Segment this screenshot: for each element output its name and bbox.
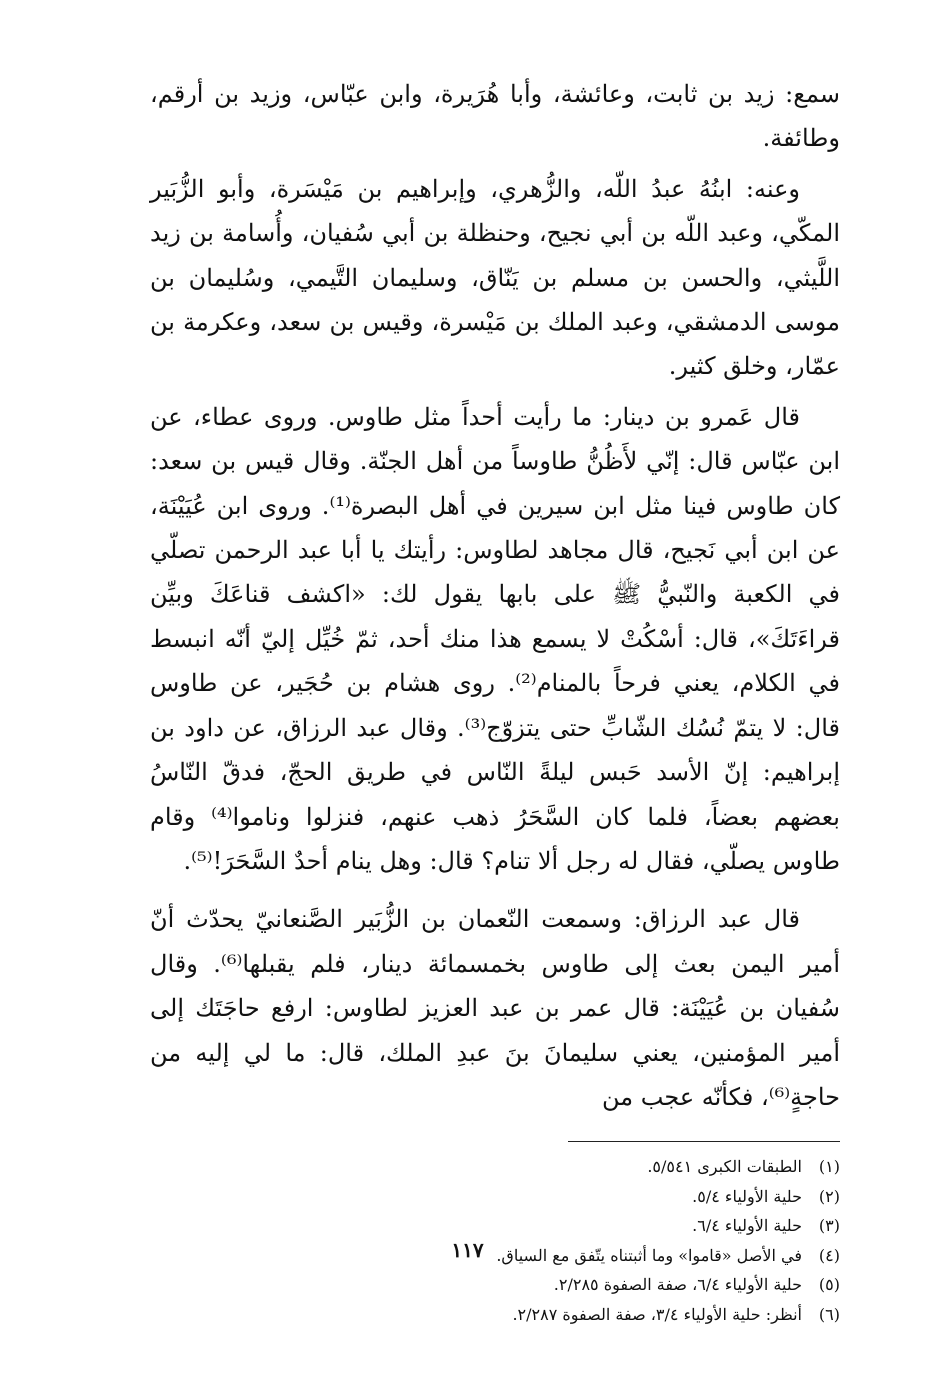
footnote-text: حلية الأولياء ٦/٤، صفة الصفوة ٢/٢٨٥.: [553, 1275, 802, 1295]
paragraph-students: وعنه: ابنُهُ عبدُ اللّه، والزُّهري، وإبراهيم بن مَيْسَرة، وأبو الزُّبَير المكّي، وعبد اللّه بن أبي نجيح، وحنظلة بن أبي سُفيان، وأُسامة بن زيد اللَّيثي، والحسن بن مسلم بن يَنّاق، وسليمان التَّيمي، وسُليمان بن موسى الدمشقي، وعبد الملك بن مَيْسرة، وقيس بن سعد، وعكرمة بن عمّار، وخلق كثير.: [150, 174, 840, 381]
footnote-number: (٦): [818, 1304, 840, 1324]
footnote-item: [150, 1182, 840, 1212]
footnote-text: حلية الأولياء ٦/٤.: [692, 1216, 802, 1236]
footnote-item: [150, 1270, 840, 1300]
paragraph-teachers: سمع: زيد بن ثابت، وعائشة، وأبا هُرَيرة، وابن عبّاس، وزيد بن أرقم، وطائفة.: [150, 80, 840, 153]
book-page-body: [150, 72, 840, 1329]
footnote-text: حلية الأولياء ٥/٤.: [692, 1186, 802, 1206]
page-number: ١١٧: [451, 1238, 484, 1262]
paragraph-narrations: قال عَمرو بن دينار: ما رأيت أحداً مثل طاوس. وروى عطاء، عن ابن عبّاس قال: إنّي لأَظُنُّ طاوساً من أهل الجنّة. وقال قيس بن سعد: كان طاوس فينا مثل ابن سيرين في أهل البصرة⁽¹⁾. وروى ابن عُيَيْنَة، عن ابن أبي نَجيح، قال مجاهد لطاوس: رأيتك يا أبا عبد الرحمن تصلّي في الكعبة والنّبيُّ ﷺ على بابها يقول لك: «اكشف قناعَكَ وبيِّن قراءَتَكَ»، قال: أسْكُتْ لا يسمع هذا منك أحد، ثمّ خُيِّل إليّ أنّه انبسط في الكلام، يعني فرحاً بالمنام⁽²⁾. روى هشام بن حُجَير، عن طاوس قال: لا يتمّ نُسُك الشّابِّ حتى يتزوّج⁽³⁾. وقال عبد الرزاق، عن داود بن إبراهيم: إنّ الأسد حَبس ليلةً النّاس في طريق الحجّ، فدقّ النّاسُ بعضهم بعضاً، فلما كان السَّحَرُ ذهب عنهم، فنزلوا وناموا⁽⁴⁾ وقام طاوس يصلّي، فقال له رجل ألا تنام؟ قال: وهل ينام أحدٌ السَّحَرَ!⁽⁵⁾.: [150, 402, 840, 875]
footnote-text: أنظر: حلية الأولياء ٣/٤، صفة الصفوة ٢/٢٨٧.: [512, 1304, 802, 1324]
footnote-divider: [568, 1141, 840, 1142]
footnote-item: [150, 1211, 840, 1241]
footnote-number: (٣): [818, 1216, 840, 1236]
footnote-number: (١): [818, 1157, 840, 1177]
footnote-text: في الأصل «قاموا» وما أثبتناه يتّفق مع السياق.: [496, 1245, 802, 1265]
footnote-number: (٤): [818, 1245, 840, 1265]
footnote-item: [150, 1152, 840, 1182]
footnote-number: (٥): [818, 1275, 840, 1295]
footnote-item: [150, 1300, 840, 1330]
footnote-number: (٢): [818, 1186, 840, 1206]
paragraph-abd-al-razzaq: قال عبد الرزاق: وسمعت النّعمان بن الزُّبَير الصَّنعانيّ يحدّث أنّ أمير اليمن بعث إلى طاوس بخمسمائة دينار، فلم يقبلها⁽⁶⁾. وقال سُفيان بن عُيَيْنَة: قال عمر بن عبد العزيز لطاوس: ارفع حاجَتَك إلى أمير المؤمنين، يعني سليمانَ بنَ عبدِ الملك، قال: ما لي إليه من حاجةٍ⁽⁶⁾، فكأنّه عجب من: [150, 905, 841, 1111]
footnote-text: الطبقات الكبرى ٥/٥٤١.: [647, 1157, 802, 1177]
